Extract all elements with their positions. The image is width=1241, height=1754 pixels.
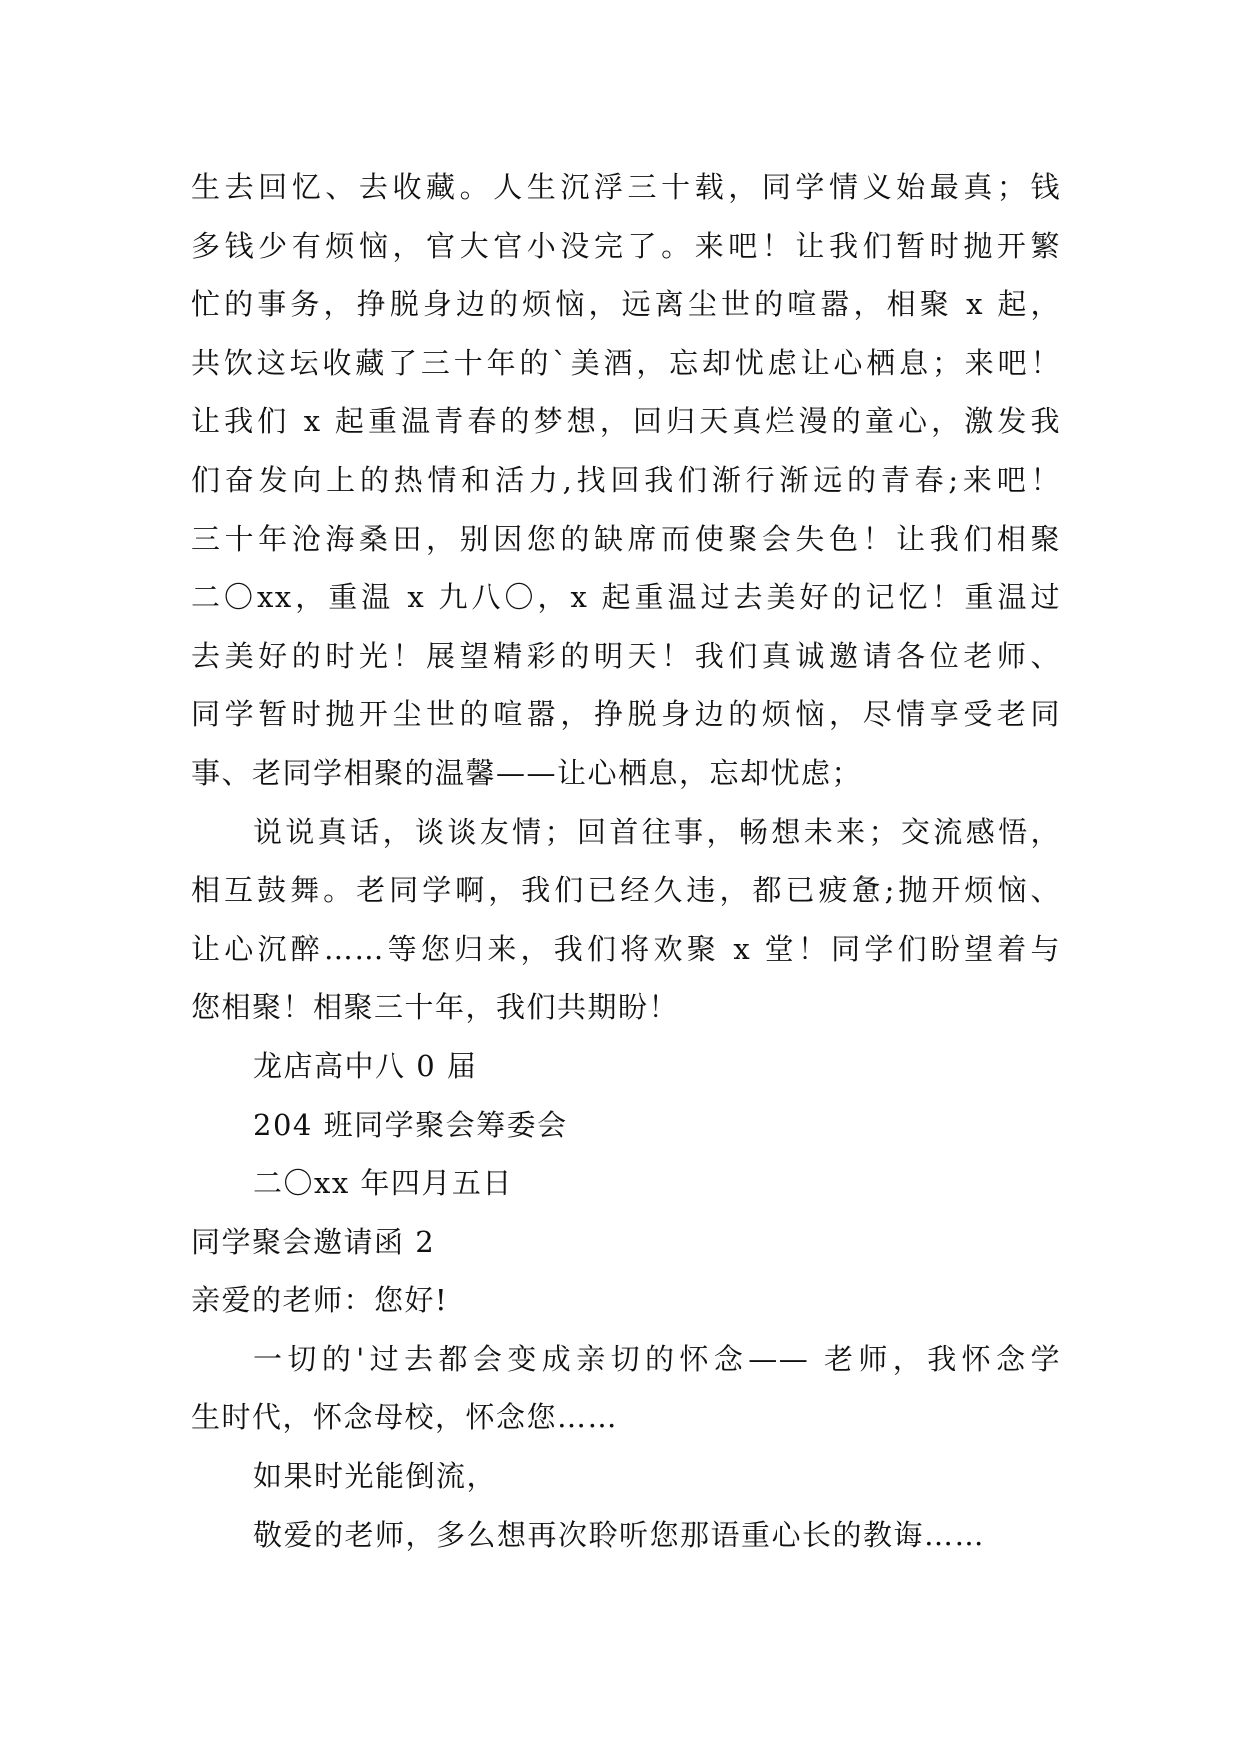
body-line: 让心沉醉……等您归来，我们将欢聚 x 堂！同学们盼望着与 bbox=[191, 931, 1061, 966]
paragraph-start-line: 说说真话，谈谈友情；回首往事，畅想未来；交流感悟， bbox=[253, 814, 1061, 849]
signature-school: 龙店高中八 0 届 bbox=[253, 1048, 478, 1083]
body-line: 同学暂时抛开尘世的喧嚣，挣脱身边的烦恼，尽情享受老同 bbox=[191, 697, 1061, 732]
document-body bbox=[191, 158, 1061, 1564]
body-line: 二〇xx，重温 x 九八〇，x 起重温过去美好的记忆！重温过 bbox=[191, 580, 1061, 615]
salutation: 亲爱的老师：您好! bbox=[191, 1283, 449, 1318]
signature-committee: 204 班同学聚会筹委会 bbox=[253, 1107, 568, 1142]
paragraph-start-line: 如果时光能倒流， bbox=[253, 1459, 498, 1494]
section-heading: 同学聚会邀请函 2 bbox=[191, 1224, 436, 1259]
body-line: 多钱少有烦恼，官大官小没完了。来吧！让我们暂时抛开繁 bbox=[191, 228, 1061, 263]
signature-date: 二〇xx 年四月五日 bbox=[253, 1166, 513, 1201]
body-line: 共饮这坛收藏了三十年的`美酒，忘却忧虑让心栖息；来吧！ bbox=[191, 345, 1061, 380]
body-line: 三十年沧海桑田，别因您的缺席而使聚会失色！让我们相聚 bbox=[191, 521, 1061, 556]
paragraph-start-line: 一切的'过去都会变成亲切的怀念—— 老师，我怀念学 bbox=[253, 1341, 1061, 1376]
body-line: 生时代，怀念母校，怀念您…… bbox=[191, 1400, 619, 1435]
body-line: 事、老同学相聚的温馨——让心栖息，忘却忧虑； bbox=[191, 755, 863, 790]
body-line: 让我们 x 起重温青春的梦想，回归天真烂漫的童心，激发我 bbox=[191, 404, 1061, 439]
body-line: 去美好的时光！展望精彩的明天！我们真诚邀请各位老师、 bbox=[191, 638, 1061, 673]
body-line: 生去回忆、去收藏。人生沉浮三十载，同学情义始最真；钱 bbox=[191, 170, 1061, 204]
paragraph-start-line: 敬爱的老师，多么想再次聆听您那语重心长的教诲…… bbox=[253, 1517, 986, 1552]
body-line: 们奋发向上的热情和活力,找回我们渐行渐远的青春;来吧！ bbox=[191, 462, 1061, 497]
body-line: 忙的事务，挣脱身边的烦恼，远离尘世的喧嚣，相聚 x 起， bbox=[191, 287, 1061, 322]
body-line: 相互鼓舞。老同学啊，我们已经久违，都已疲惫;抛开烦恼、 bbox=[191, 873, 1061, 908]
body-line: 您相聚！相聚三十年，我们共期盼！ bbox=[191, 990, 680, 1025]
